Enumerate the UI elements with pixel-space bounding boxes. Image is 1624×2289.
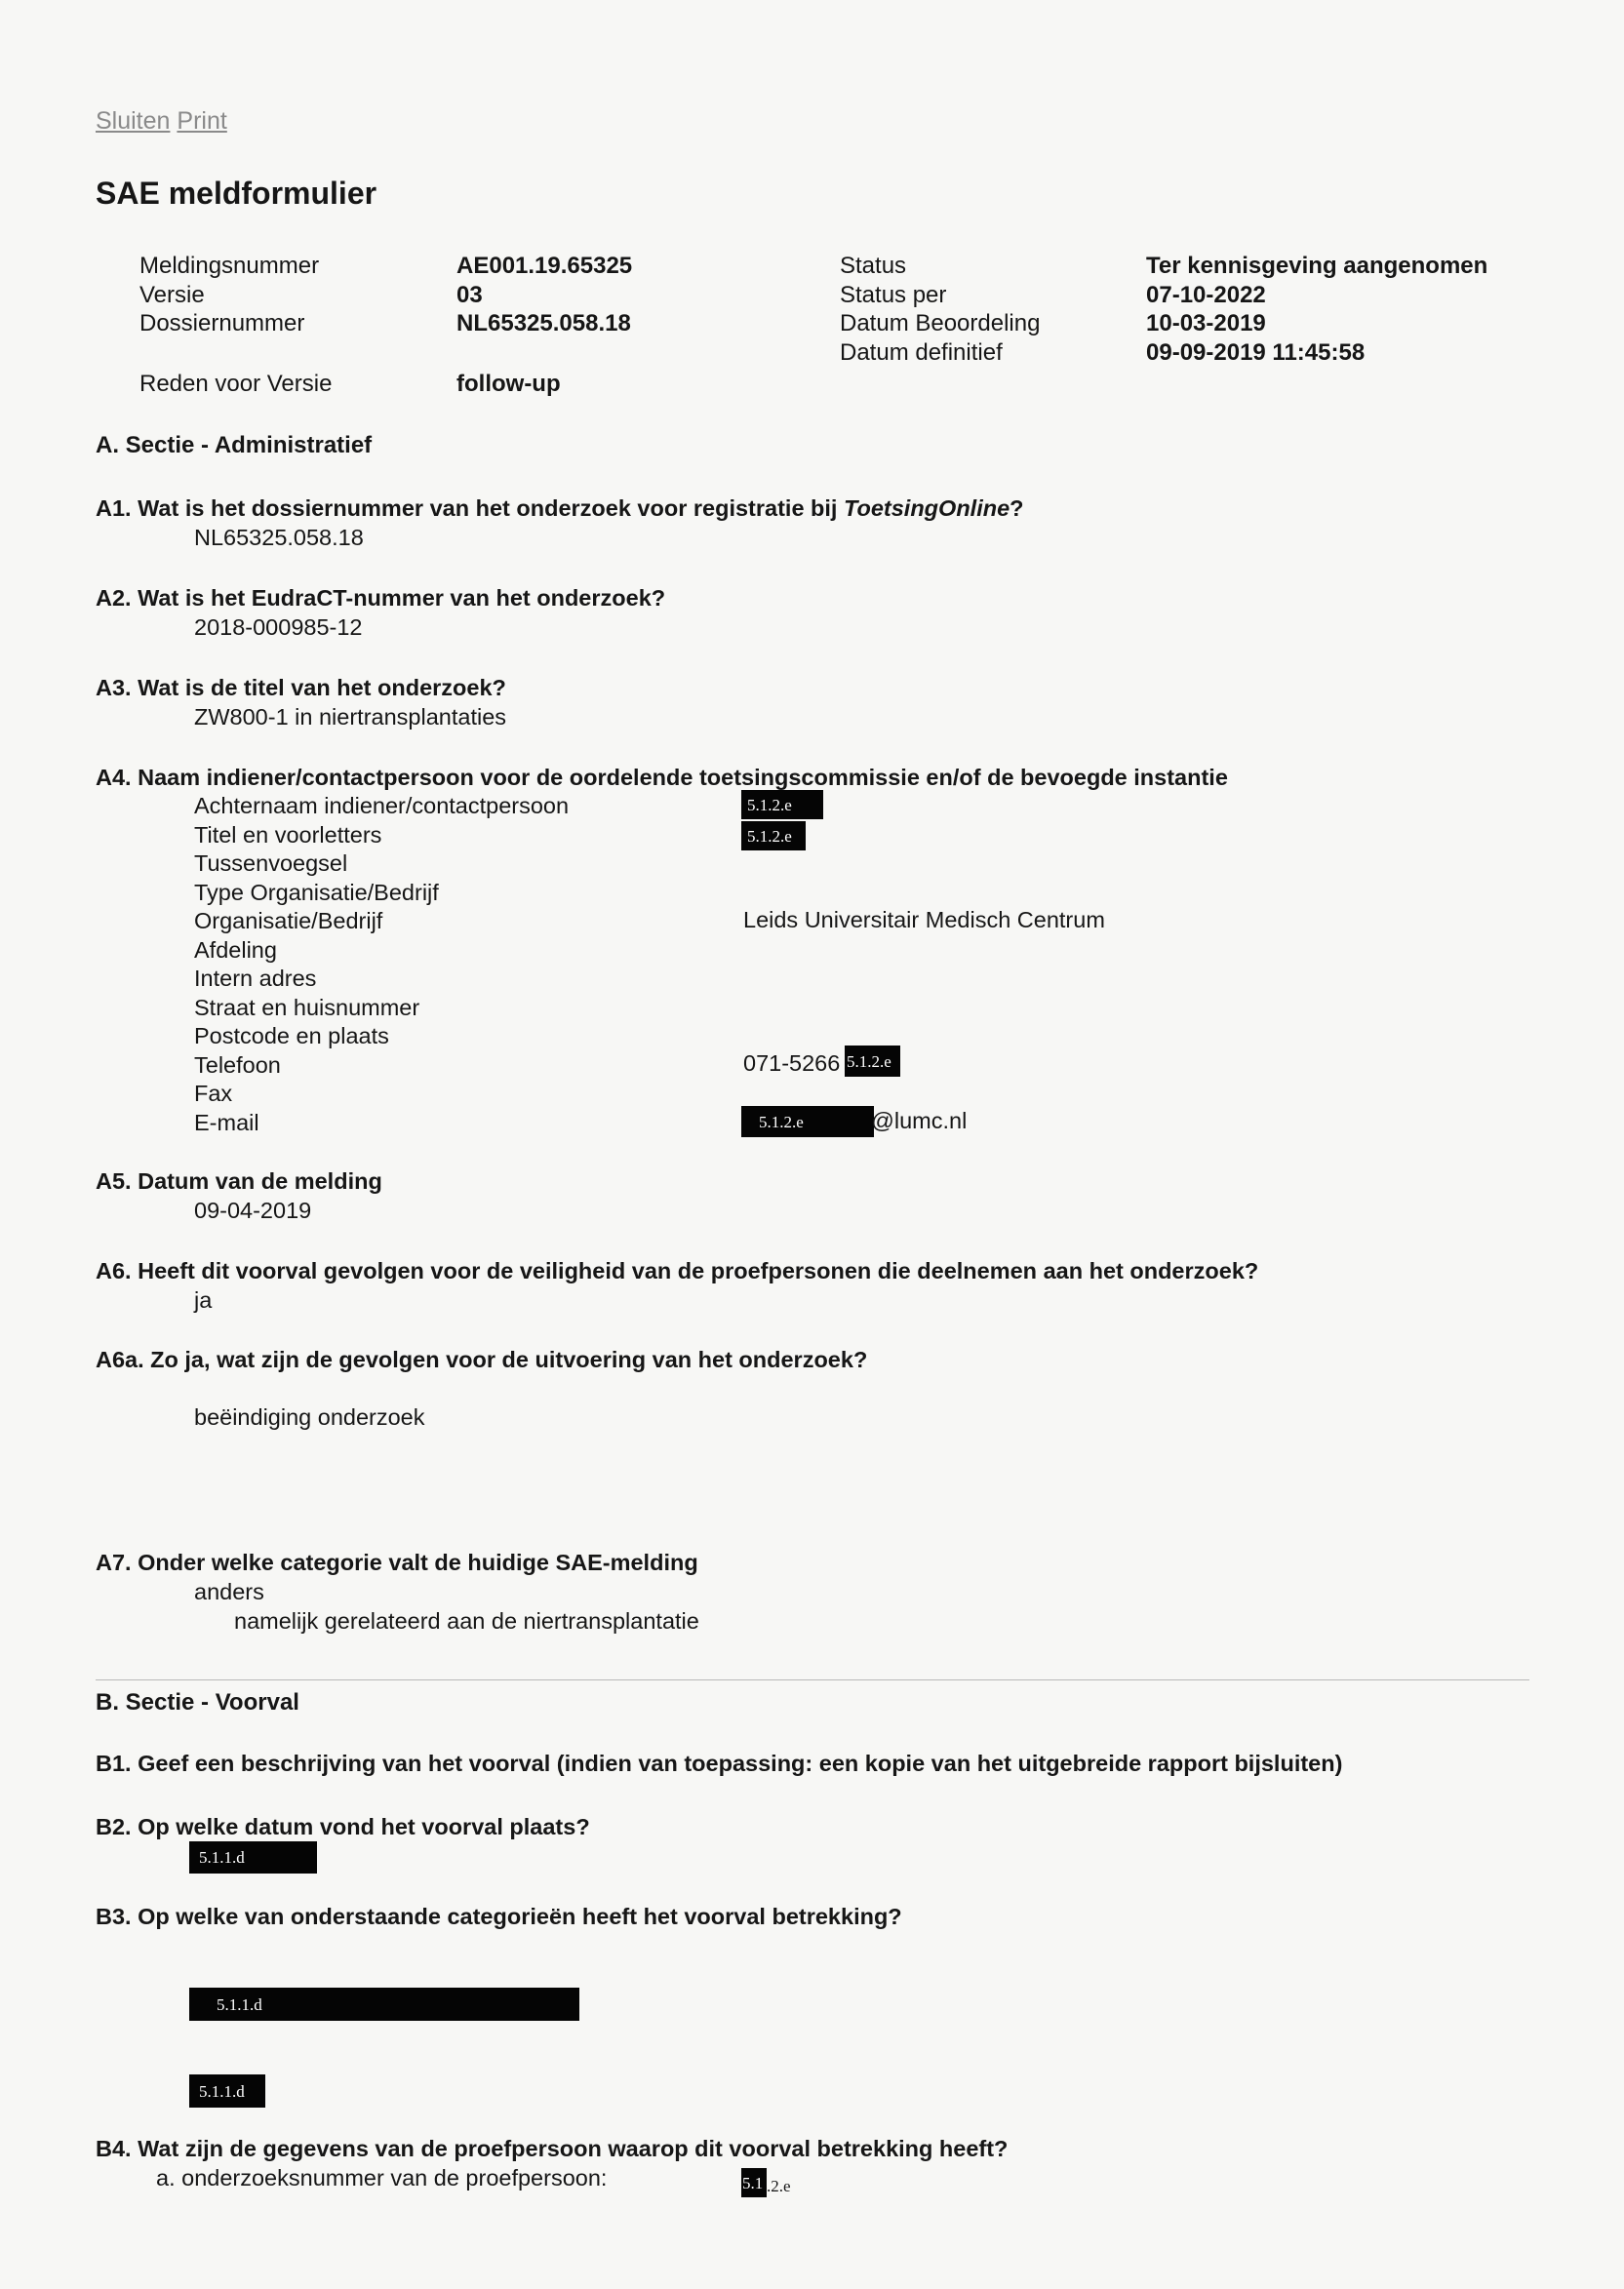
- close-link[interactable]: Sluiten: [96, 107, 171, 135]
- a4-label: E-mail: [194, 1109, 259, 1135]
- a7-answer: anders: [194, 1579, 264, 1604]
- datum-beoordeling-label: Datum Beoordeling: [840, 310, 1041, 336]
- status-per-label: Status per: [840, 281, 947, 308]
- redaction-achternaam: 5.1.2.e: [741, 790, 823, 819]
- a4-labels: [194, 792, 569, 1137]
- print-link[interactable]: Print: [177, 107, 227, 135]
- a1-question-italic: ToetsingOnline: [844, 495, 1010, 521]
- meldingsnummer-label: Meldingsnummer: [139, 253, 320, 279]
- a1-question: [96, 495, 1024, 522]
- datum-definitief-value: 09-09-2019 11:45:58: [1146, 338, 1366, 366]
- a4-label: Postcode en plaats: [194, 1023, 389, 1048]
- a5-question: A5. Datum van de melding: [96, 1168, 382, 1194]
- a7-question: A7. Onder welke categorie valt de huidige SAE-melding: [96, 1550, 698, 1575]
- a6-answer: ja: [194, 1287, 213, 1313]
- meta-labels-left: [139, 252, 332, 398]
- meldingsnummer-value: AE001.19.65325: [456, 253, 633, 279]
- b3-question: B3. Op welke van onderstaande categorieën heeft het voorval betrekking?: [96, 1904, 902, 1929]
- a4-label: Fax: [194, 1081, 233, 1106]
- redaction-titel: 5.1.2.e: [741, 821, 806, 850]
- a4-label: Intern adres: [194, 966, 317, 991]
- meta-labels-right: [840, 252, 1040, 367]
- datum-beoordeling-value: 10-03-2019: [1146, 310, 1266, 336]
- a2-answer: 2018-000985-12: [194, 614, 363, 640]
- b4-redaction-tail: .2.e: [767, 2177, 791, 2195]
- a4-label: Titel en voorletters: [194, 821, 382, 848]
- a1-question-suffix: ?: [1010, 495, 1024, 521]
- redaction-b3-category-1: 5.1.1.d: [189, 1988, 579, 2021]
- dossiernummer-label: Dossiernummer: [139, 310, 305, 336]
- section-divider: [96, 1679, 1529, 1680]
- b4-a-label: a. onderzoeksnummer van de proefpersoon:: [156, 2165, 608, 2190]
- a4-label: Organisatie/Bedrijf: [194, 908, 383, 933]
- a4-label: Achternaam indiener/contactpersoon: [194, 793, 570, 818]
- reden-label: Reden voor Versie: [139, 370, 333, 397]
- a1-answer: NL65325.058.18: [194, 525, 364, 550]
- status-label: Status: [840, 253, 907, 279]
- dossiernummer-value: NL65325.058.18: [456, 310, 631, 336]
- a4-label: Telefoon: [194, 1051, 281, 1078]
- a4-label: Afdeling: [194, 936, 277, 963]
- a2-question: A2. Wat is het EudraCT-nummer van het onderzoek?: [96, 585, 666, 611]
- section-a-title: A. Sectie - Administratief: [96, 432, 373, 458]
- organisatie-value: Leids Universitair Medisch Centrum: [743, 907, 1105, 932]
- datum-definitief-label: Datum definitief: [840, 338, 1003, 366]
- top-links: [96, 107, 227, 136]
- meta-values-right: [1146, 252, 1487, 367]
- redaction-email: 5.1.2.e: [741, 1106, 874, 1137]
- redaction-b3-category-2: 5.1.1.d: [189, 2074, 265, 2108]
- redaction-b2-date: 5.1.1.d: [189, 1841, 317, 1874]
- a6-question: A6. Heeft dit voorval gevolgen voor de veiligheid van de proefpersonen die deelnemen aan het onderzoek?: [96, 1258, 1259, 1283]
- reden-value: follow-up: [456, 370, 561, 397]
- status-per-value: 07-10-2022: [1146, 281, 1266, 308]
- telefoon-prefix: 071-5266: [743, 1050, 841, 1076]
- a6a-question: A6a. Zo ja, wat zijn de gevolgen voor de uitvoering van het onderzoek?: [96, 1347, 868, 1372]
- a4-question: A4. Naam indiener/contactpersoon voor de oordelende toetsingscommissie en/of de bevoegde instantie: [96, 765, 1228, 790]
- a6a-answer: beëindiging onderzoek: [194, 1404, 425, 1430]
- a1-question-prefix: A1. Wat is het dossiernummer van het onderzoek voor registratie bij: [96, 495, 844, 521]
- a5-answer: 09-04-2019: [194, 1198, 312, 1223]
- status-value: Ter kennisgeving aangenomen: [1146, 253, 1488, 279]
- redaction-telefoon: 5.1.2.e: [845, 1046, 900, 1077]
- a4-label: Straat en huisnummer: [194, 994, 420, 1020]
- form-title: SAE meldformulier: [96, 176, 377, 211]
- a7-sub-answer: namelijk gerelateerd aan de niertransplantatie: [234, 1608, 699, 1634]
- email-suffix: @lumc.nl: [871, 1108, 968, 1133]
- b4-question: B4. Wat zijn de gegevens van de proefpersoon waarop dit voorval betrekking heeft?: [96, 2136, 1009, 2161]
- a3-question: A3. Wat is de titel van het onderzoek?: [96, 675, 506, 700]
- redaction-b4-onderzoeksnummer: 5.1: [741, 2168, 767, 2197]
- versie-value: 03: [456, 281, 483, 308]
- b1-question: B1. Geef een beschrijving van het voorval (indien van toepassing: een kopie van het uitgebreide rapport bijsluiten): [96, 1751, 1343, 1776]
- a4-label: Tussenvoegsel: [194, 850, 348, 876]
- a3-answer: ZW800-1 in niertransplantaties: [194, 704, 507, 730]
- b2-question: B2. Op welke datum vond het voorval plaats?: [96, 1814, 590, 1839]
- versie-label: Versie: [139, 281, 205, 308]
- section-b-title: B. Sectie - Voorval: [96, 1689, 299, 1716]
- a4-label: Type Organisatie/Bedrijf: [194, 879, 439, 905]
- meta-values-left: [456, 252, 632, 398]
